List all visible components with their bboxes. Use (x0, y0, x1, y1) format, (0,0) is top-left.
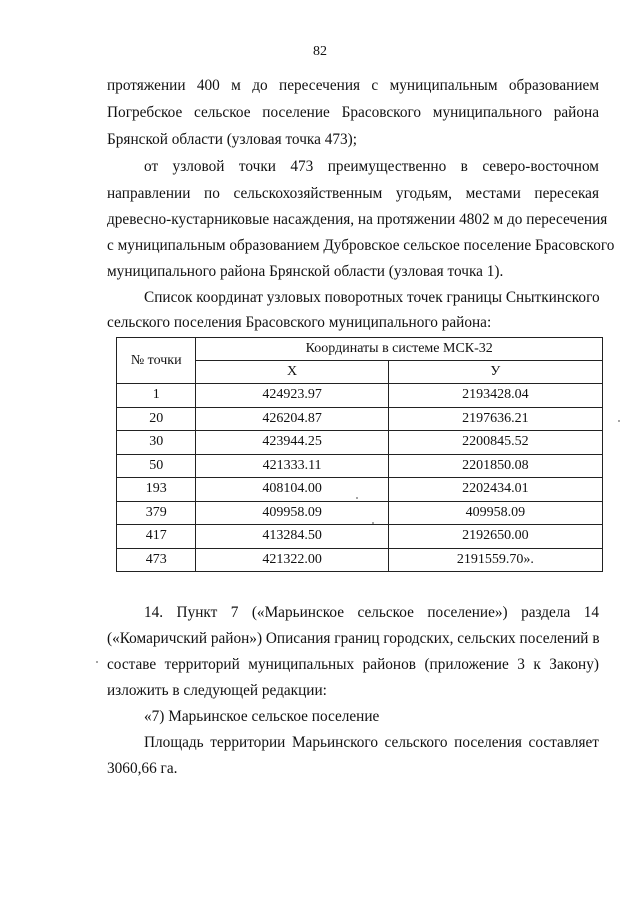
text-line: «7) Марьинское сельское поселение (144, 708, 380, 725)
scan-speck (356, 497, 358, 499)
table-header-row (117, 338, 603, 361)
cell-point: 417 (117, 525, 196, 549)
header-point-number: № точки (117, 338, 196, 384)
table-row (117, 478, 603, 502)
cell-x: 423944.25 (196, 431, 388, 455)
text-line: 14. Пункт 7 («Марьинское сельское поселение») раздела 14 (144, 604, 599, 621)
table-row (117, 501, 603, 525)
header-y: У (388, 361, 602, 384)
cell-point: 30 (117, 431, 196, 455)
header-x: Х (196, 361, 388, 384)
page-number: 82 (313, 44, 327, 59)
cell-x: 421333.11 (196, 454, 388, 478)
cell-x: 408104.00 (196, 478, 388, 502)
scan-speck (96, 661, 98, 663)
cell-point: 193 (117, 478, 196, 502)
text-line: сельского поселения Брасовского муниципального района: (107, 314, 492, 331)
text-line: 3060,66 га. (107, 760, 178, 777)
coordinates-table (116, 337, 603, 572)
text-line: Список координат узловых поворотных точек границы Сныткинского (144, 289, 600, 306)
text-line: Площадь территории Марьинского сельского поселения составляет (144, 734, 599, 751)
text-line: протяжении 400 м до пересечения с муниципальным образованием (107, 77, 599, 94)
text-line: направлении по сельскохозяйственным угодьям, местами пересекая (107, 185, 599, 202)
text-line: составе территорий муниципальных районов (приложение 3 к Закону) (107, 656, 599, 673)
cell-x: 409958.09 (196, 501, 388, 525)
cell-x: 424923.97 (196, 384, 388, 408)
table-row (117, 384, 603, 408)
cell-x: 413284.50 (196, 525, 388, 549)
cell-y: 2200845.52 (388, 431, 602, 455)
scan-speck (618, 420, 620, 422)
cell-y: 2191559.70». (388, 548, 602, 572)
cell-y: 2197636.21 (388, 407, 602, 431)
cell-y: 409958.09 (388, 501, 602, 525)
cell-y: 2193428.04 (388, 384, 602, 408)
cell-point: 379 (117, 501, 196, 525)
scan-speck (372, 522, 374, 524)
cell-y: 2192650.00 (388, 525, 602, 549)
text-line: от узловой точки 473 преимущественно в северо-восточном (144, 158, 599, 175)
cell-point: 473 (117, 548, 196, 572)
text-line: Брянской области (узловая точка 473); (107, 131, 357, 148)
cell-y: 2201850.08 (388, 454, 602, 478)
text-line: древесно-кустарниковые насаждения, на протяжении 4802 м до пересечения (107, 211, 608, 228)
text-line: Погребское сельское поселение Брасовского муниципального района (107, 104, 599, 121)
header-coordinate-system: Координаты в системе МСК-32 (196, 338, 603, 361)
cell-x: 421322.00 (196, 548, 388, 572)
text-line: изложить в следующей редакции: (107, 682, 327, 699)
cell-y: 2202434.01 (388, 478, 602, 502)
table-row (117, 525, 603, 549)
text-line: с муниципальным образованием Дубровское сельское поселение Брасовского (107, 237, 615, 254)
text-line: муниципального района Брянской области (узловая точка 1). (107, 263, 504, 280)
cell-x: 426204.87 (196, 407, 388, 431)
text-line: («Комаричский район») Описания границ городских, сельских поселений в (107, 630, 600, 647)
table-row (117, 548, 603, 572)
table-row (117, 407, 603, 431)
cell-point: 1 (117, 384, 196, 408)
cell-point: 20 (117, 407, 196, 431)
table-row (117, 431, 603, 455)
cell-point: 50 (117, 454, 196, 478)
table-row (117, 454, 603, 478)
